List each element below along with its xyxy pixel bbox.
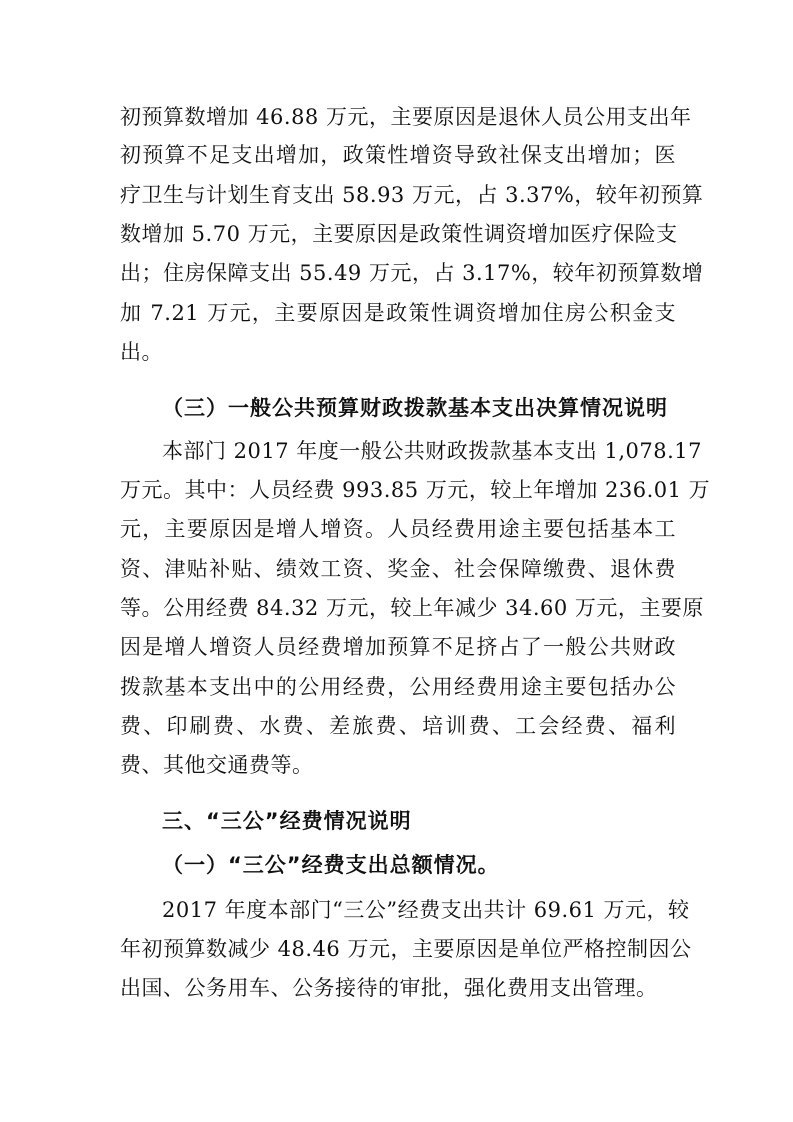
paragraph-1-line-1: 初预算数增加 46.88 万元，主要原因是退休人员公用支出年 <box>120 105 692 129</box>
section-heading-3: （三）一般公共预算财政拨款基本支出决算情况说明 <box>162 396 668 420</box>
paragraph-2-line-7: 拨款基本支出中的公用经费，公用经费用途主要包括办公 <box>120 675 676 699</box>
paragraph-3-line-3: 出国、公务用车、公务接待的审批，强化费用支出管理。 <box>120 976 658 1000</box>
paragraph-2-line-2: 万元。其中：人员经费 993.85 万元，较上年增加 236.01 万 <box>120 478 711 502</box>
paragraph-2-line-9: 费、其他交通费等。 <box>120 753 314 777</box>
paragraph-2-line-5: 等。公用经费 84.32 万元，较上年减少 34.60 万元，主要原 <box>120 596 704 620</box>
paragraph-1-line-3: 疗卫生与计划生育支出 58.93 万元，占 3.37%，较年初预算 <box>120 183 704 207</box>
paragraph-3-line-2: 年初预算数减少 48.46 万元，主要原因是单位严格控制因公 <box>120 937 692 961</box>
paragraph-3-line-1: 2017 年度本部门“三公”经费支出共计 69.61 万元，较 <box>162 898 690 922</box>
section-heading-1-total: （一）“三公”经费支出总额情况。 <box>162 853 500 877</box>
paragraph-2-line-8: 费、印刷费、水费、差旅费、培训费、工会经费、福利 <box>120 714 676 738</box>
paragraph-1-line-4: 数增加 5.70 万元，主要原因是政策性调资增加医疗保险支 <box>120 222 678 246</box>
section-heading-three-public: 三、“三公”经费情况说明 <box>162 809 412 833</box>
paragraph-2-line-3: 元，主要原因是增人增资。人员经费用途主要包括基本工 <box>120 517 676 541</box>
paragraph-2-line-6: 因是增人增资人员经费增加预算不足挤占了一般公共财政 <box>120 635 676 659</box>
paragraph-1-line-6: 加 7.21 万元，主要原因是政策性调资增加住房公积金支 <box>120 301 676 325</box>
paragraph-1-line-7: 出。 <box>120 340 163 364</box>
paragraph-1-line-5: 出；住房保障支出 55.49 万元，占 3.17%，较年初预算数增 <box>120 261 704 285</box>
paragraph-2-line-1: 本部门 2017 年度一般公共财政拨款基本支出 1,078.17 <box>162 439 702 463</box>
paragraph-2-line-4: 资、津贴补贴、绩效工资、奖金、社会保障缴费、退休费 <box>120 557 676 581</box>
paragraph-1-line-2: 初预算不足支出增加，政策性增资导致社保支出增加；医 <box>120 143 676 167</box>
